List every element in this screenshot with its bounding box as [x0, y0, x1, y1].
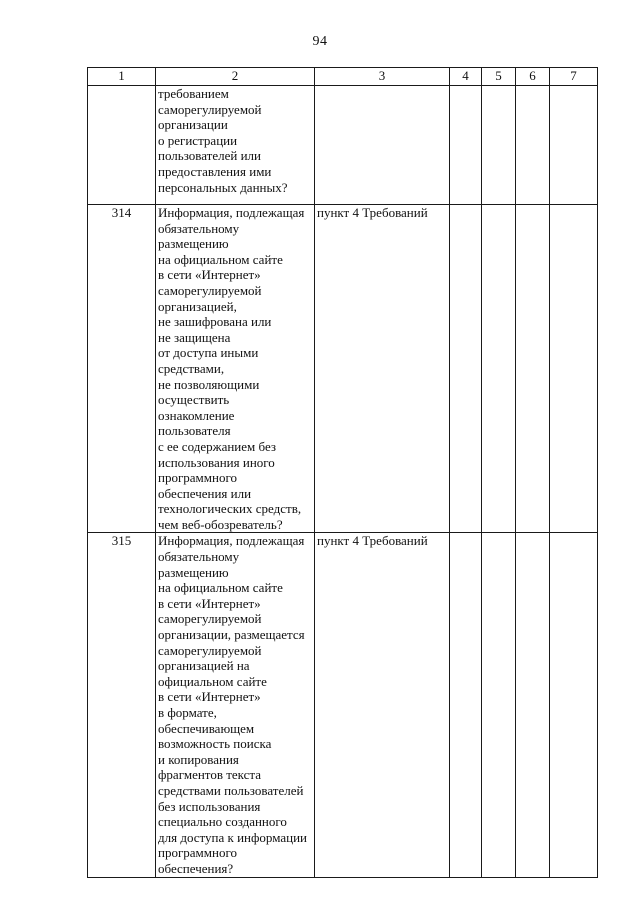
- question-cell: Информация, подлежащая обязательному размещению на официальном сайте в сети «Интернет» саморегулируемой организацией, не зашифрована или не защищена от доступа иными средствами, не позволяющими осуществить ознакомление пользователя с ее содержанием без использования иного программного обеспечения или технологических средств, чем веб-обозреватель?: [156, 205, 315, 533]
- answer-cell-col5[interactable]: [482, 86, 516, 205]
- page-number: 94: [312, 34, 328, 49]
- question-cell: требованием саморегулируемой организации о регистрации пользователей или предоставления ими персональных данных?: [156, 86, 315, 205]
- table-row-314: [88, 205, 598, 533]
- column-header-1: 1: [88, 68, 156, 86]
- row-number-cell: 314: [88, 205, 156, 533]
- column-header-3: 3: [315, 68, 450, 86]
- answer-cell-col6[interactable]: [516, 205, 550, 533]
- table-header-row: [88, 68, 598, 86]
- column-header-7: 7: [550, 68, 598, 86]
- legal-basis-cell: [315, 86, 450, 205]
- checklist-table: [87, 67, 598, 878]
- table-row-continuation: [88, 86, 598, 205]
- row-number-cell: [88, 86, 156, 205]
- table-row-315: [88, 533, 598, 877]
- question-cell: Информация, подлежащая обязательному размещению на официальном сайте в сети «Интернет» саморегулируемой организации, размещается саморегулируемой организацией на официальном сайте в сети «Интернет» в формате, обеспечивающем возможность поиска и копирования фрагментов текста средствами пользователей без использования специально созданного для доступа к информации программного обеспечения?: [156, 533, 315, 877]
- answer-cell-col5[interactable]: [482, 533, 516, 877]
- legal-basis-cell: пункт 4 Требований: [315, 533, 450, 877]
- column-header-5: 5: [482, 68, 516, 86]
- answer-cell-col4[interactable]: [450, 205, 482, 533]
- column-header-4: 4: [450, 68, 482, 86]
- answer-cell-col7[interactable]: [550, 86, 598, 205]
- answer-cell-col6[interactable]: [516, 86, 550, 205]
- answer-cell-col4[interactable]: [450, 533, 482, 877]
- answer-cell-col7[interactable]: [550, 205, 598, 533]
- answer-cell-col6[interactable]: [516, 533, 550, 877]
- answer-cell-col7[interactable]: [550, 533, 598, 877]
- legal-basis-cell: пункт 4 Требований: [315, 205, 450, 533]
- row-number-cell: 315: [88, 533, 156, 877]
- answer-cell-col5[interactable]: [482, 205, 516, 533]
- answer-cell-col4[interactable]: [450, 86, 482, 205]
- column-header-2: 2: [156, 68, 315, 86]
- column-header-6: 6: [516, 68, 550, 86]
